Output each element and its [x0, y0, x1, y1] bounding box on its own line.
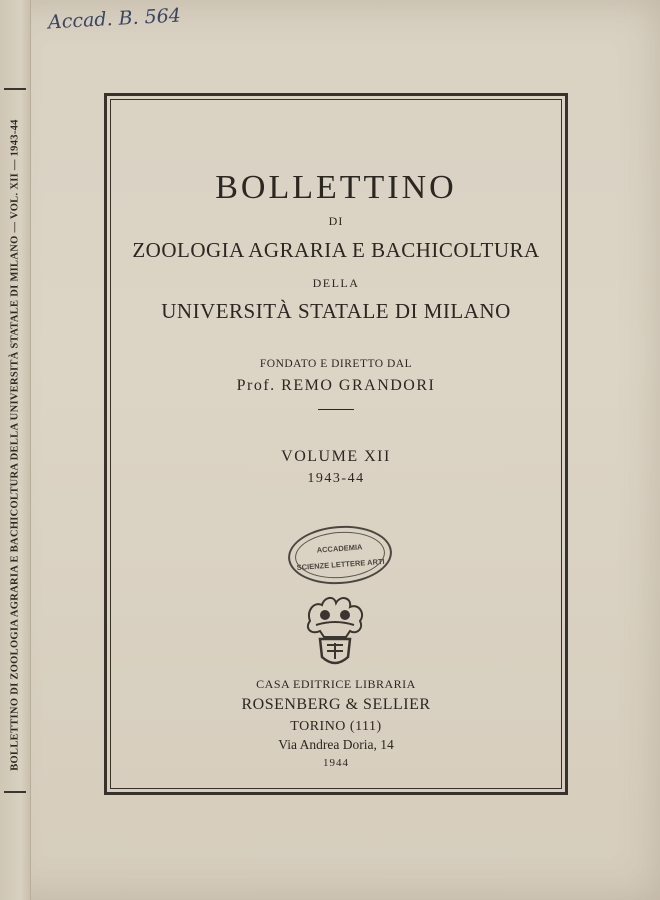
volume-label: VOLUME XII — [281, 448, 391, 465]
journal-subject: ZOOLOGIA AGRARIA E BACHICOLTURA — [132, 238, 540, 262]
founder-name: Prof. REMO GRANDORI — [236, 377, 436, 394]
cover-content — [110, 99, 562, 789]
divider-rule — [318, 409, 354, 410]
library-stamp — [286, 522, 394, 587]
title-connector-della: DELLA — [312, 276, 360, 290]
stamp-line-1: ACCADEMIA — [316, 542, 363, 555]
title-connector-di: DI — [328, 214, 344, 228]
journal-title: BOLLETTINO — [215, 169, 457, 206]
founder-label: FONDATO E DIRETTO DAL — [259, 358, 413, 370]
book-spine — [0, 0, 31, 900]
spine-rule-bottom — [4, 791, 26, 793]
stamp-line-2: SCIENZE LETTERE ARTI — [296, 556, 385, 573]
publisher-city: TORINO (111) — [290, 719, 382, 734]
volume-years: 1943-44 — [307, 471, 365, 486]
publisher-name: ROSENBERG & SELLIER — [241, 696, 431, 713]
spine-title: BOLLETTINO DI ZOOLOGIA AGRARIA E BACHICOLTURA DELLA UNIVERSITÀ STATALE DI MILANO — VOL. XII — 1943-44 — [9, 119, 21, 771]
publisher-emblem-icon — [300, 591, 370, 671]
publication-year: 1944 — [323, 757, 349, 769]
publisher-address: Via Andrea Doria, 14 — [278, 737, 394, 752]
university-name: UNIVERSITÀ STATALE DI MILANO — [161, 299, 511, 323]
spine-rule-top — [4, 88, 26, 90]
handwritten-shelfmark: Accad. B. 564 — [47, 4, 182, 34]
publisher-house-label: CASA EDITRICE LIBRARIA — [256, 677, 416, 691]
